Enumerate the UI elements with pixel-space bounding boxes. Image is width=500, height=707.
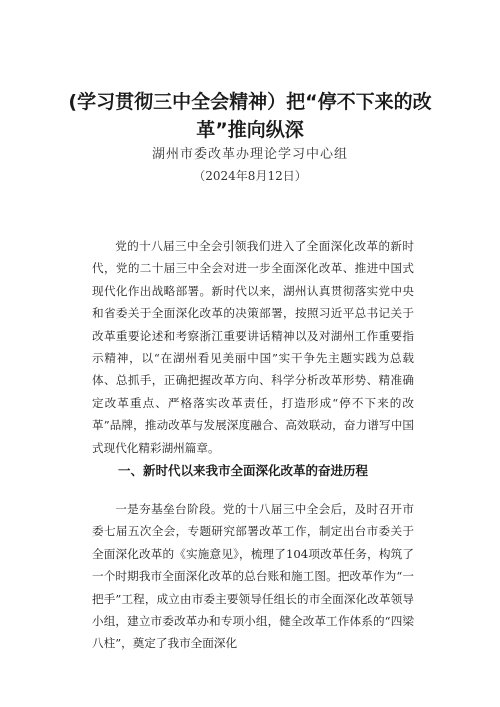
- document-date: （2024年8月12日）: [193, 169, 307, 183]
- title-line-2: 革”推向纵深: [196, 119, 304, 141]
- document-title: [60, 88, 440, 144]
- author-organization: 湖州市委改革办理论学习中心组: [151, 147, 348, 162]
- body-paragraph: 一是夯基垒台阶段。党的十八届三中全会后，及时召开市委七届五次全会，专题研究部署改革工作，制定出台市委关于全面深化改革的《实施意见》，梳理了104项改革任务，构筑了一个时期我市全面深化改革的总台账和施工图。把改革作为“一把手”工程，成立由市委主要领导任组长的市全面深化改革领导小组，建立市委改革办和专项小组，健全改革工作体系的“四梁八柱”，奠定了我市全面深化: [92, 502, 414, 651]
- section-heading: 一、新时代以来我市全面深化改革的奋进历程: [118, 463, 369, 478]
- intro-paragraph: 党的十八届三中全会引领我们进入了全面深化改革的新时代，党的二十届三中全会对进一步全面深化改革、推进中国式现代化作出战略部署。新时代以来，湖州认真贯彻落实党中央和省委关于全面深化改革的决策部署，按照习近平总书记关于改革重要论述和考察浙江重要讲话精神以及对湖州工作重要指示精神，以“在湖州看见美丽中国”实干争先主题实践为总载体、总抓手，正确把握改革方向、科学分析改革形势、精准确定改革重点、严格落实改革责任，打造形成“停不下来的改革”品牌，推动改革与发展深度融合、高效联动，奋力谱写中国式现代化精彩湖州篇章。: [92, 239, 414, 455]
- title-line-1: (学习贯彻三中全会精神）把“停不下来的改: [68, 91, 432, 113]
